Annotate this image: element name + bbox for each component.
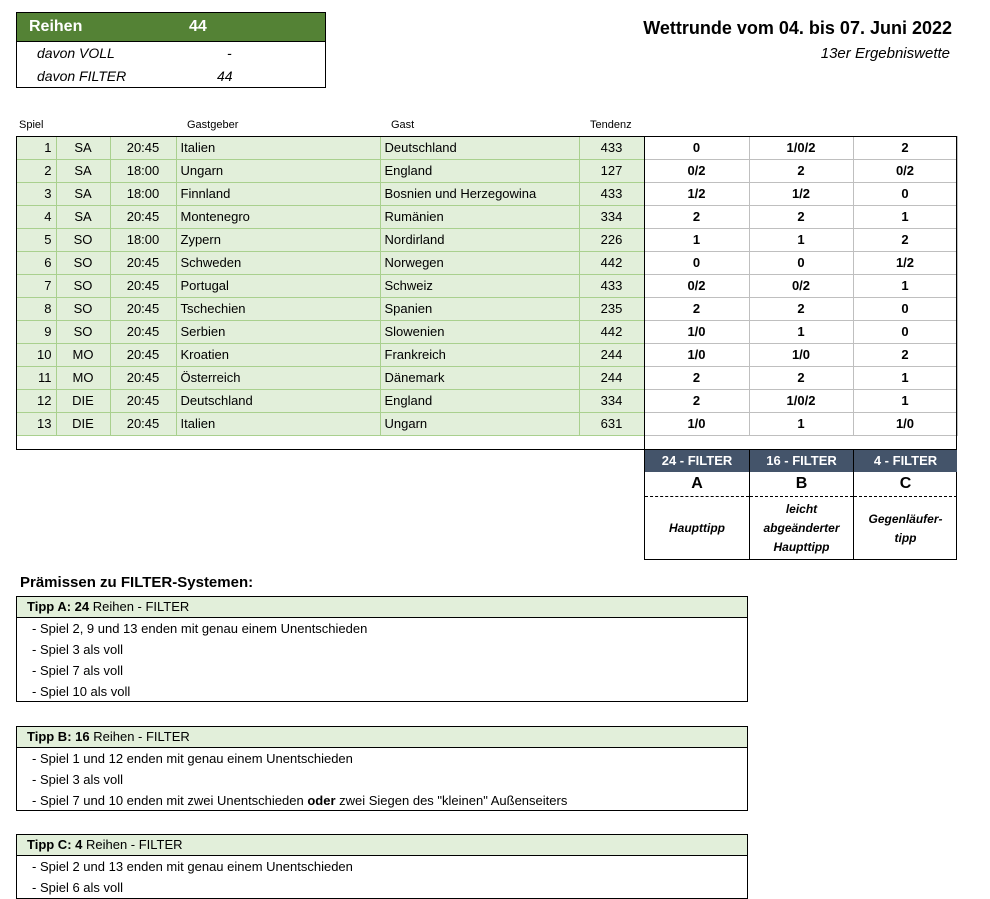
game-time: 20:45 [110,274,176,297]
tipp-c-box [16,834,748,899]
tipp-a-box [16,596,748,702]
tipp-b: 1/2 [749,182,853,205]
tipp-a: 1/0 [644,343,749,366]
tipp-a: 2 [644,389,749,412]
game-time: 20:45 [110,136,176,159]
header-spiel: Spiel [19,119,44,131]
tipp-item: - Spiel 7 als voll [32,663,124,678]
game-away: Deutschland [380,136,579,159]
table-row [16,297,957,320]
tipp-item: - Spiel 6 als voll [32,880,124,895]
table-row [16,251,957,274]
tipp-item: - Spiel 1 und 12 enden mit genau einem Unentschieden [32,751,353,766]
game-nr: 9 [16,320,56,343]
table-row [16,159,957,182]
game-tendency: 433 [579,274,644,297]
game-time: 18:00 [110,228,176,251]
table-row [16,366,957,389]
filter-letter: B [750,472,853,497]
games-table [16,136,958,436]
tipp-b: 0 [749,251,853,274]
game-nr: 4 [16,205,56,228]
summary-value: 44 [189,18,207,35]
game-away: Schweiz [380,274,579,297]
summary-row-filter [17,65,325,88]
game-day: SO [56,320,110,343]
header-gastgeber: Gastgeber [187,119,239,131]
game-day: MO [56,366,110,389]
game-away: Norwegen [380,251,579,274]
tipp-a: 1/0 [644,320,749,343]
game-time: 20:45 [110,412,176,435]
game-tendency: 631 [579,412,644,435]
game-away: Slowenien [380,320,579,343]
tipp-c: 1 [853,274,957,297]
game-time: 18:00 [110,182,176,205]
game-home: Italien [176,412,380,435]
tipp-c: 2 [853,136,957,159]
tipp-header-suffix: Reihen - FILTER [89,599,190,614]
tipp-a: 0/2 [644,159,749,182]
game-tendency: 442 [579,251,644,274]
game-tendency: 244 [579,366,644,389]
game-day: SA [56,159,110,182]
table-row [16,136,957,159]
game-day: SO [56,297,110,320]
tipp-c: 0 [853,182,957,205]
tipp-b: 1/0 [749,343,853,366]
game-time: 20:45 [110,389,176,412]
tipp-header [17,835,747,856]
game-away: Frankreich [380,343,579,366]
table-row [16,182,957,205]
tipp-a: 2 [644,297,749,320]
game-nr: 5 [16,228,56,251]
tipp-item [17,790,747,811]
game-tendency: 334 [579,205,644,228]
tipp-c: 0 [853,297,957,320]
game-nr: 11 [16,366,56,389]
game-away: Dänemark [380,366,579,389]
game-away: Spanien [380,297,579,320]
tipp-c: 1/0 [853,412,957,435]
tipp-item: - Spiel 2 und 13 enden mit genau einem Unentschieden [32,859,353,874]
game-home: Montenegro [176,205,380,228]
tipp-b: 1/0/2 [749,389,853,412]
tipp-a: 1 [644,228,749,251]
filter-legend [644,450,957,560]
game-nr: 6 [16,251,56,274]
table-row [16,412,957,435]
game-home: Italien [176,136,380,159]
filter-header: 4 - FILTER [854,450,957,472]
game-time: 20:45 [110,251,176,274]
tipp-c: 0 [853,320,957,343]
game-away: England [380,159,579,182]
game-nr: 12 [16,389,56,412]
filter-col-c [853,450,957,560]
summary-row-label: davon FILTER [37,68,127,84]
game-home: Tschechien [176,297,380,320]
summary-row-value: - [227,45,232,61]
game-home: Schweden [176,251,380,274]
game-time: 20:45 [110,205,176,228]
game-away: Rumänien [380,205,579,228]
game-home: Ungarn [176,159,380,182]
header-tendenz: Tendenz [590,119,632,131]
tipp-header-prefix: Tipp A: 24 [27,599,90,614]
summary-row-value: 44 [217,68,233,84]
tipp-b-box [16,726,748,811]
tipp-b: 0/2 [749,274,853,297]
tipp-b: 1 [749,228,853,251]
premissen-title: Prämissen zu FILTER-Systemen: [20,574,254,591]
tipp-b: 1 [749,320,853,343]
game-day: SA [56,136,110,159]
game-tendency: 235 [579,297,644,320]
tipp-a: 2 [644,366,749,389]
tipp-b: 1/0/2 [749,136,853,159]
tipp-header [17,727,747,748]
game-time: 20:45 [110,343,176,366]
tipp-b: 2 [749,205,853,228]
game-tendency: 226 [579,228,644,251]
game-time: 20:45 [110,320,176,343]
tipp-b: 2 [749,297,853,320]
tipp-b: 2 [749,159,853,182]
game-away: Bosnien und Herzegowina [380,182,579,205]
game-nr: 7 [16,274,56,297]
table-row [16,274,957,297]
filter-desc: leicht abgeänderter Haupttipp [763,502,840,554]
game-day: MO [56,343,110,366]
tipp-header-prefix: Tipp C: 4 [27,837,83,852]
tipp-item: - Spiel 3 als voll [32,642,124,657]
filter-desc: Haupttipp [669,521,725,535]
filter-letter: A [645,472,749,497]
game-tendency: 433 [579,136,644,159]
tipp-c: 1 [853,389,957,412]
table-row [16,205,957,228]
filter-header: 16 - FILTER [750,450,853,472]
tipp-item-pre: - Spiel 7 und 10 enden mit zwei Unentschieden [32,793,308,808]
game-day: SO [56,274,110,297]
tipp-c: 2 [853,343,957,366]
game-nr: 10 [16,343,56,366]
tipp-item: - Spiel 10 als voll [32,684,131,699]
tipp-b: 1 [749,412,853,435]
game-away: England [380,389,579,412]
game-nr: 13 [16,412,56,435]
tipp-item: - Spiel 2, 9 und 13 enden mit genau einem Unentschieden [32,621,368,636]
game-day: DIE [56,389,110,412]
tipp-a: 0 [644,251,749,274]
game-time: 18:00 [110,159,176,182]
tipp-c: 1/2 [853,251,957,274]
filter-header: 24 - FILTER [645,450,749,472]
tipp-a: 2 [644,205,749,228]
game-away: Nordirland [380,228,579,251]
tipp-header-suffix: Reihen - FILTER [82,837,183,852]
page-title: Wettrunde vom 04. bis 07. Juni 2022 [643,18,952,38]
tipp-item-post: zwei Siegen des "kleinen" Außenseiters [335,793,568,808]
game-day: SO [56,228,110,251]
tipp-header-suffix: Reihen - FILTER [89,729,190,744]
filter-desc: Gegenläufer-tipp [868,511,943,545]
summary-box [16,12,326,88]
header-gast: Gast [391,119,415,131]
game-day: SA [56,182,110,205]
game-tendency: 334 [579,389,644,412]
table-row [16,228,957,251]
game-time: 20:45 [110,297,176,320]
page-subtitle: 13er Ergebniswette [820,45,950,62]
summary-label: Reihen [29,18,83,35]
game-nr: 3 [16,182,56,205]
game-home: Serbien [176,320,380,343]
game-tendency: 442 [579,320,644,343]
game-home: Österreich [176,366,380,389]
tipp-header [17,597,747,618]
tipp-a: 0/2 [644,274,749,297]
game-nr: 1 [16,136,56,159]
games-body [16,136,957,435]
game-day: DIE [56,412,110,435]
tipp-header-prefix: Tipp B: 16 [27,729,90,744]
tipp-c: 0/2 [853,159,957,182]
filter-col-a [645,450,749,560]
game-day: SA [56,205,110,228]
game-home: Deutschland [176,389,380,412]
tipp-c: 1 [853,366,957,389]
summary-row-label: davon VOLL [37,45,115,61]
table-row [16,320,957,343]
tipp-item-bold: oder [307,793,336,808]
tipp-a: 1/0 [644,412,749,435]
game-away: Ungarn [380,412,579,435]
summary-header [17,13,325,42]
tipp-c: 2 [853,228,957,251]
game-tendency: 244 [579,343,644,366]
game-home: Portugal [176,274,380,297]
game-nr: 2 [16,159,56,182]
tipp-a: 0 [644,136,749,159]
game-home: Zypern [176,228,380,251]
tipp-b: 2 [749,366,853,389]
game-home: Kroatien [176,343,380,366]
game-tendency: 127 [579,159,644,182]
game-day: SO [56,251,110,274]
game-home: Finnland [176,182,380,205]
filter-col-b [749,450,853,560]
tipp-a: 1/2 [644,182,749,205]
tipp-item: - Spiel 3 als voll [32,772,124,787]
table-row [16,343,957,366]
table-row [16,389,957,412]
tipp-c: 1 [853,205,957,228]
game-time: 20:45 [110,366,176,389]
game-tendency: 433 [579,182,644,205]
summary-row-voll [17,42,325,65]
game-nr: 8 [16,297,56,320]
filter-letter: C [854,472,957,497]
